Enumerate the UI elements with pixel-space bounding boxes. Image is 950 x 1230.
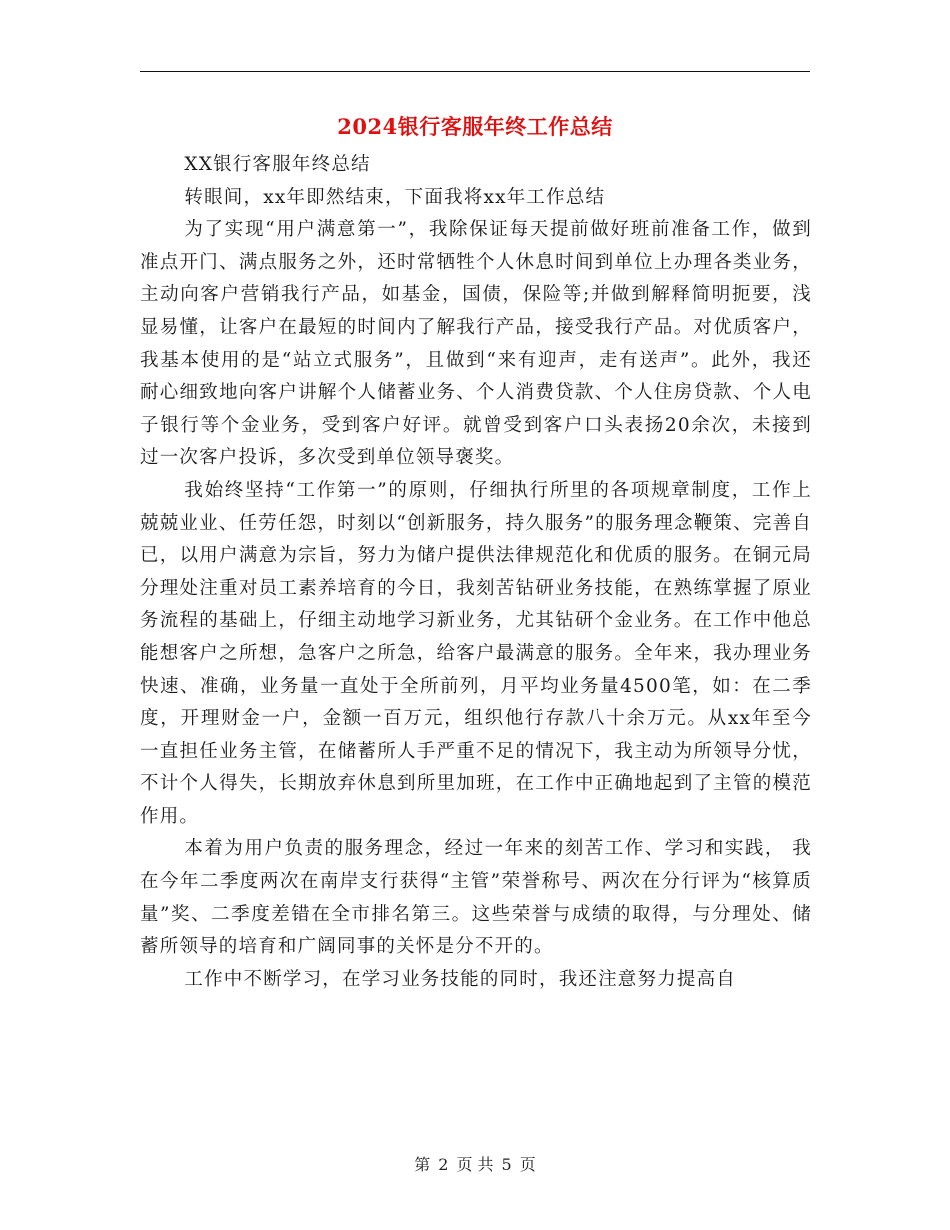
- footer-middle: 页 共: [456, 1155, 494, 1174]
- footer-page-number: 2: [438, 1155, 449, 1174]
- document-body: [140, 149, 812, 996]
- document-title: 2024银行客服年终工作总结: [337, 114, 613, 139]
- paragraph-intro: 转眼间，xx年即然结束，下面我将xx年工作总结: [184, 186, 606, 208]
- page-footer: [0, 1154, 950, 1176]
- footer-prefix: 第: [414, 1155, 431, 1174]
- footer-total-pages: 5: [501, 1155, 512, 1174]
- paragraph-learning: 工作中不断学习，在学习业务技能的同时，我还注意努力提高自: [184, 968, 736, 990]
- paragraph-service: 为了实现“用户满意第一”，我除保证每天提前做好班前准备工作，做到准点开门、满点服务之外，还时常牺牲个人休息时间到单位上办理各类业务，主动向客户营销我行产品，如基金，国债，保险等;并做到解释简明扼要，浅显易懂，让客户在最短的时间内了解我行产品，接受我行产品。对优质客户，我基本使用的是“站立式服务”，且做到“来有迎声，走有送声”。此外，我还耐心细致地向客户讲解个人储蓄业务、个人消费贷款、个人住房贷款、个人电子银行等个金业务，受到客户好评。就曾受到客户口头表扬20余次，未接到过一次客户投诉，多次受到单位领导褒奖。: [140, 219, 812, 469]
- paragraph-honors: 本着为用户负责的服务理念，经过一年来的刻苦工作、学习和实践， 我在今年二季度两次在南岸支行获得“主管”荣誉称号、两次在分行评为“核算质量”奖、二季度差错在全市排名第三。这些荣誉与成绩的取得，与分理处、储蓄所领导的培育和广阔同事的关怀是分不开的。: [140, 838, 812, 958]
- paragraph-subtitle: XX银行客服年终总结: [184, 154, 371, 175]
- footer-suffix: 页: [519, 1155, 536, 1174]
- header-rule: [140, 71, 810, 72]
- paragraph-principle: 我始终坚持“工作第一”的原则，仔细执行所里的各项规章制度，工作上兢兢业业、任劳任怨，时刻以“创新服务，持久服务”的服务理念鞭策、完善自已，以用户满意为宗旨，努力为储户提供法律规范化和优质的服务。在铜元局分理处注重对员工素养培育的今日，我刻苦钻研业务技能，在熟练掌握了原业务流程的基础上，仔细主动地学习新业务，尤其钻研个金业务。在工作中他总能想客户之所想，急客户之所急，给客户最满意的服务。全年来，我办理业务快速、准确，业务量一直处于全所前列，月平均业务量4500笔，如：在二季度，开理财金一户，金额一百万元，组织他行存款八十余万元。从xx年至今一直担任业务主管，在储蓄所人手严重不足的情况下，我主动为所领导分忧，不计个人得失，长期放弃休息到所里加班，在工作中正确地起到了主管的模范作用。: [140, 479, 812, 827]
